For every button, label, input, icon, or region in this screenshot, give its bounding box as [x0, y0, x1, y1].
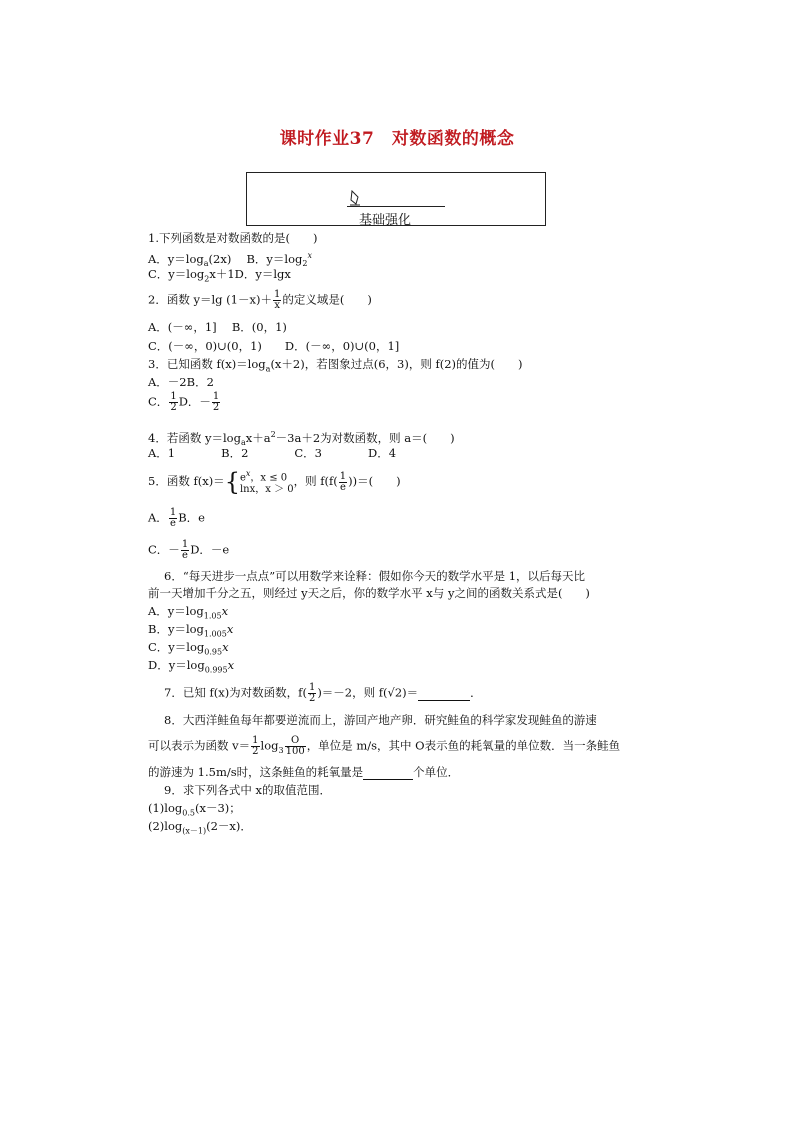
- q6-line2: 前一天增加千分之五，则经过 y天之后，你的数学水平 x与 y之间的函数关系式是( ): [148, 586, 590, 600]
- q4-stem: 4．若函数 $y=\log_ax+a^2-3a+2$为对数函数，则 a＝( ): [148, 430, 455, 448]
- q1-c: C．y＝log: [148, 267, 205, 281]
- q1-options-cd: C．$y=\log_2x+1D$．y＝lgx: [148, 267, 291, 284]
- q3-options-ab: A．－2B．2: [148, 375, 214, 389]
- q1-b: B．y＝log: [246, 251, 303, 266]
- q3-options-cd: C． $\frac{1}{2}$ D．－ $\frac{1}{2}$: [148, 391, 220, 413]
- q8-line2: 可以表示为函数 v＝ $\frac{1}{2}$ $\log_3$ $\frac{O}{100}$ ，单位是 m/s，其中 O表示鱼的耗氧量的单位数．当一条鲑鱼: [148, 735, 621, 757]
- q1-stem: 1.下列函数是对数函数的是( ): [148, 231, 318, 245]
- page-title: 课时作业37 对数函数的概念: [279, 129, 515, 149]
- q8-line3: 的游速为 1.5m/s时，这条鲑鱼的耗氧量是 个单位．: [148, 765, 460, 779]
- q6-option-b: B．$y=\log_{1.005}x$: [148, 622, 234, 639]
- q6-option-d: D．$y=\log_{0.995}x$: [148, 658, 235, 675]
- q8-answer-blank[interactable]: [363, 765, 413, 780]
- q2-fraction: $\frac{1}{x}$: [273, 289, 281, 311]
- header-underline: [347, 206, 445, 207]
- q9-stem: 9．求下列各式中 x的取值范围．: [164, 783, 331, 797]
- q2-options-cd: C．(－∞，0)∪(0，1) D．(－∞，0)∪(0，1]: [148, 339, 400, 353]
- q1-a: A．y＝log: [148, 251, 204, 266]
- q4-options: A．1 B．2 C．3 D．4: [148, 446, 397, 460]
- q9-part1: $(1)\log_{0.5}(x-3)$；: [148, 801, 241, 818]
- q3-stem: 3．已知函数 $f(x)=\log_a(x+2)$，若图象过点(6，3)，则 f(2)的值为( ): [148, 357, 523, 374]
- q7-stem: 7．已知 f(x)为对数函数，f( $\frac{1}{2}$ )＝－2，则 f(√2)＝ ．: [164, 682, 482, 704]
- q7-answer-blank[interactable]: [418, 686, 470, 701]
- q1-options-ab: A．$y=\log_a(2x)$ B．$y=\log_2^x$: [148, 251, 313, 269]
- section-header-box: [246, 172, 546, 226]
- q9-part2: $(2)\log_{(x-1)}(2-x)$．: [148, 819, 252, 836]
- q5-stem: 5．函数 $f(x)=\{e^x$，x ≤ 0 lnx，x ＞ 0，则 f(f( $\frac{1}{e}$ ))＝( ): [148, 468, 401, 497]
- q6-option-a: A．$y=\log_{1.05}x$: [148, 604, 229, 621]
- q6-line1: 6．“每天进步一点点”可以用数学来诠释：假如你今天的数学水平是 1，以后每天比: [164, 569, 586, 583]
- q8-line1: 8．大西洋鲑鱼每年都要逆流而上，游回产地产卵．研究鲑鱼的科学家发现鲑鱼的游速: [164, 713, 597, 727]
- section-label: 基础强化: [359, 213, 412, 228]
- q5-options-cd: C．－ $\frac{1}{e}$ D．－e: [148, 539, 230, 561]
- pen-icon: [349, 190, 361, 206]
- q2-options-ab: A．(－∞，1] B．(0，1): [148, 320, 287, 334]
- q5-options-ab: A． $\frac{1}{e}$ B．e: [148, 507, 205, 529]
- q6-option-c: C．$y=\log_{0.95}x$: [148, 640, 229, 657]
- q2-stem: 2．函数 y＝lg (1－x)＋ $\frac{1}{x}$ 的定义域是( ): [148, 289, 372, 311]
